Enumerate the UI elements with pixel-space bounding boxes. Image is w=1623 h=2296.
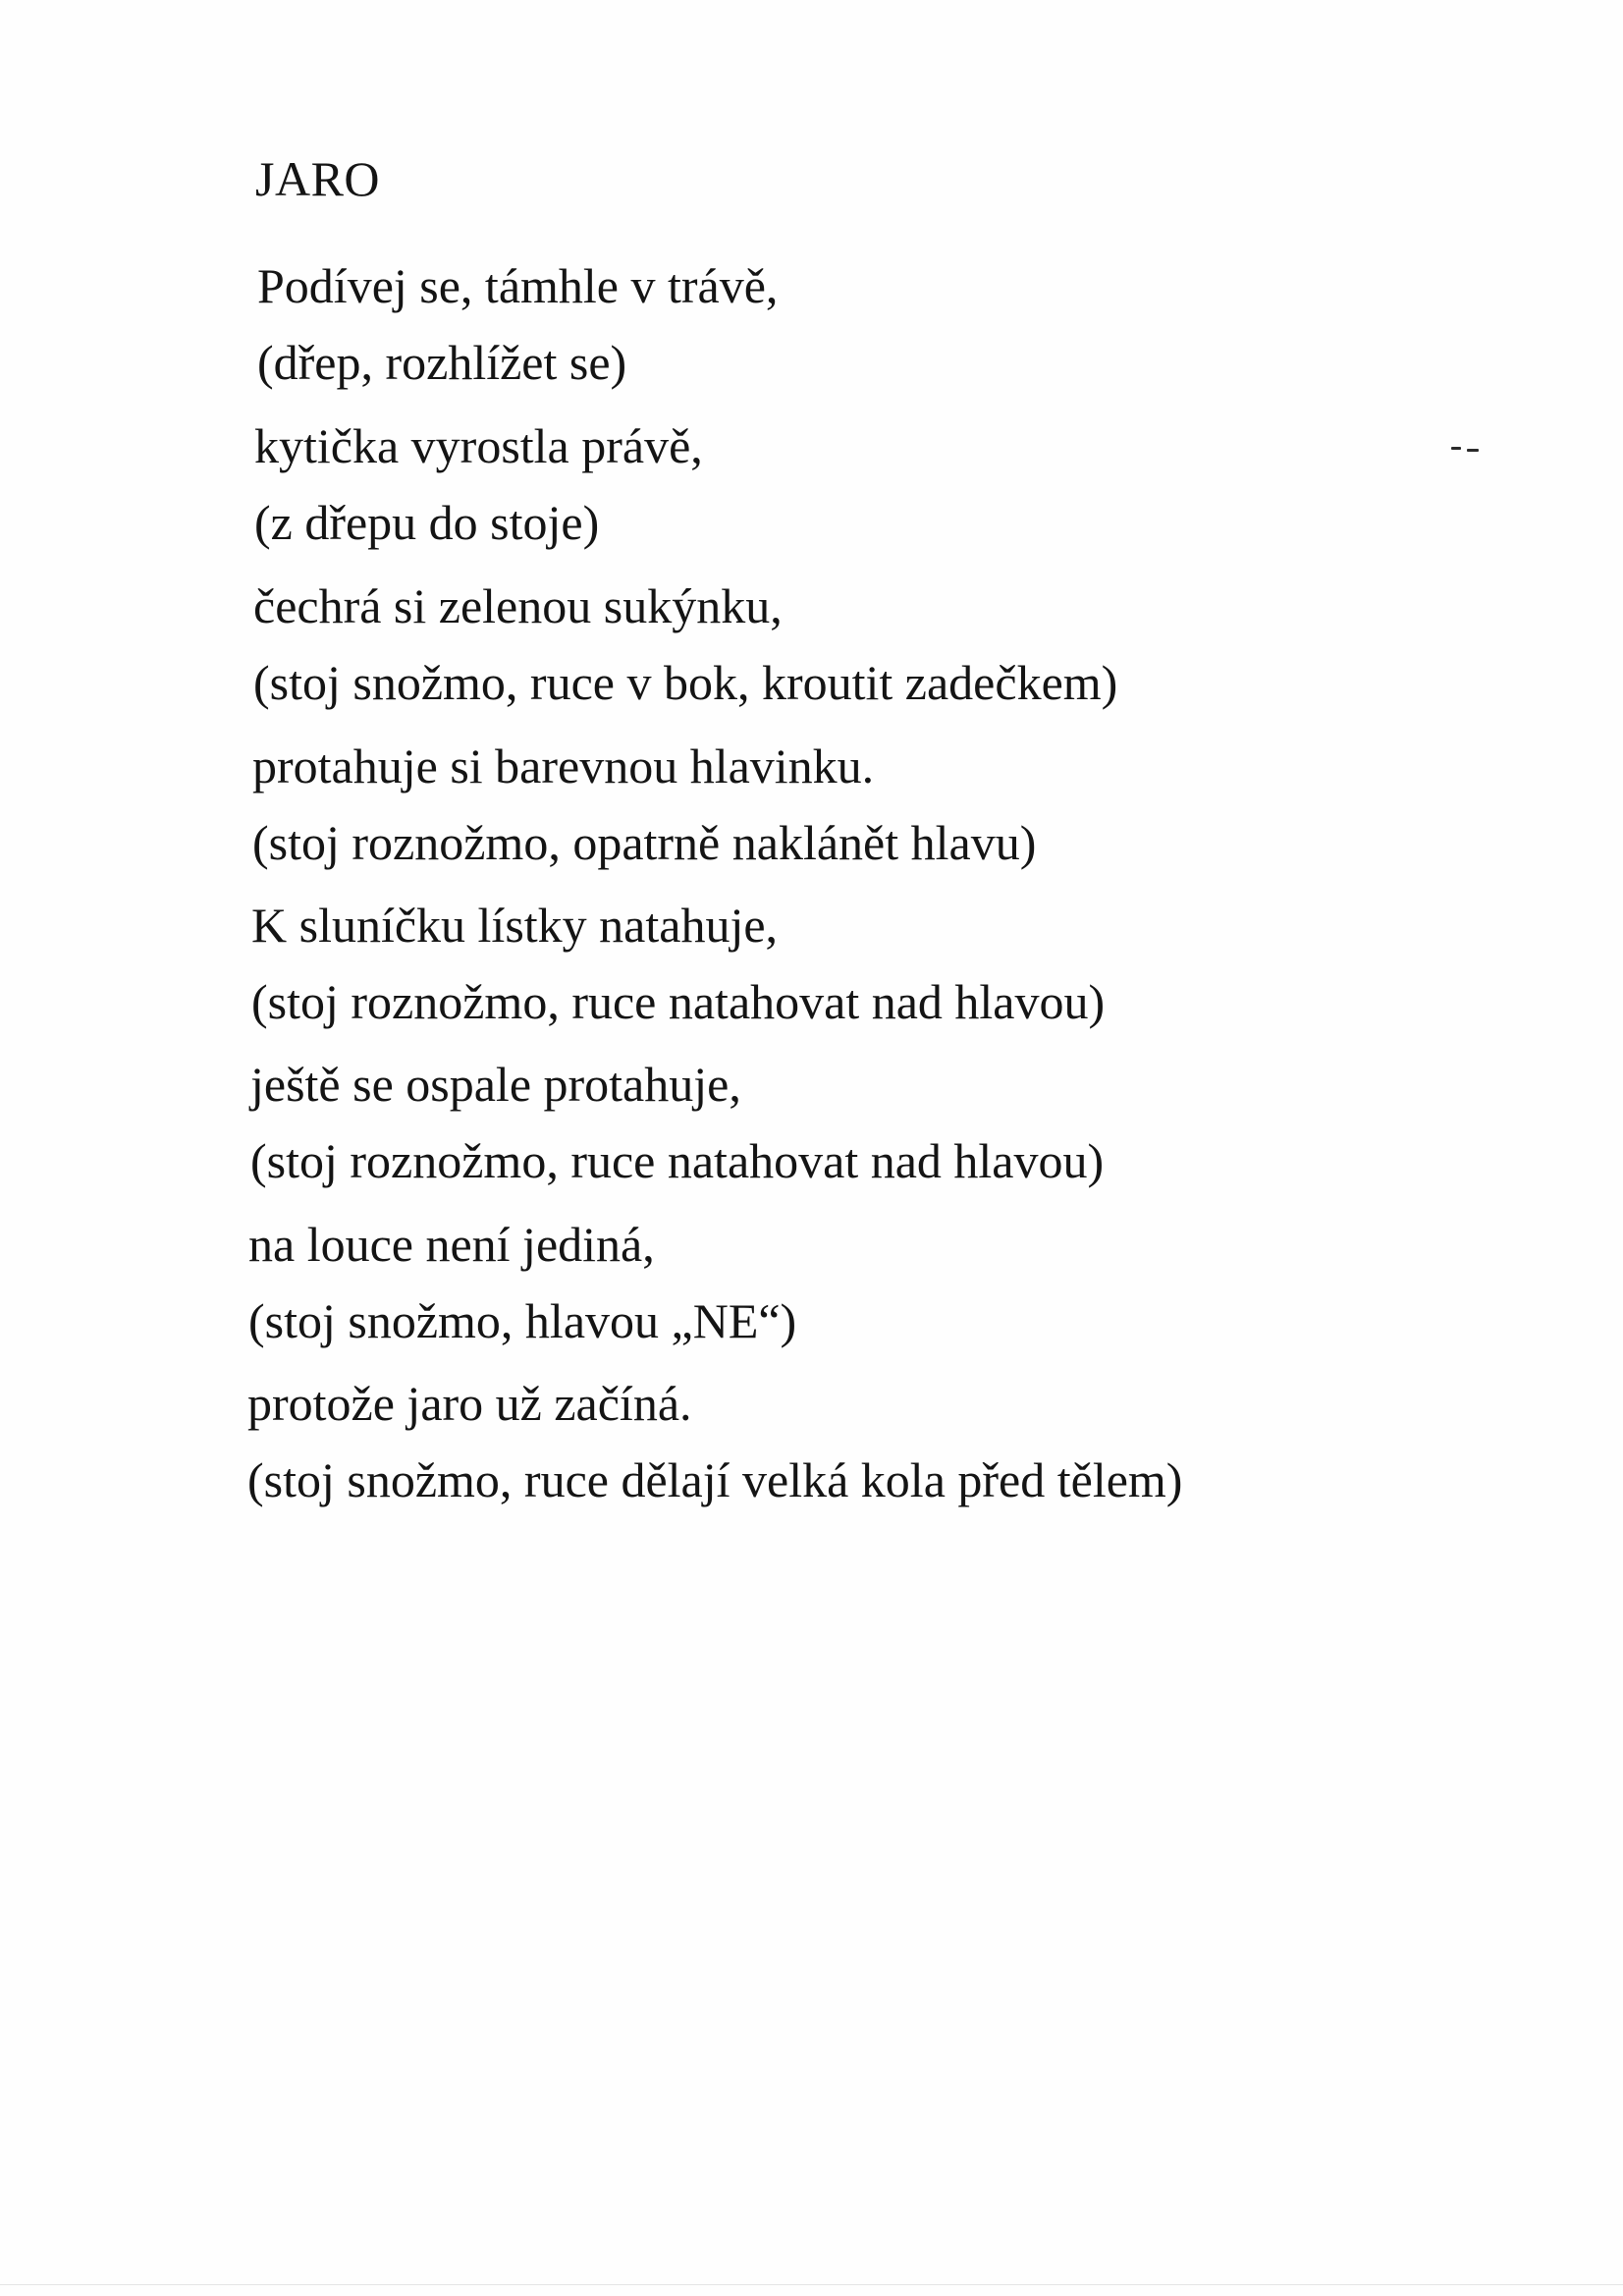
poem-title: JARO <box>255 151 381 206</box>
verse-line: protože jaro už začíná. <box>247 1376 692 1431</box>
scan-edge-line <box>0 2284 1623 2285</box>
stanza-1 <box>257 247 1623 401</box>
scan-speck <box>1467 449 1479 452</box>
verse-line: Podívej se, támhle v trávě, <box>257 258 779 313</box>
instruction-line: (dřep, rozhlížet se) <box>257 335 627 390</box>
verse-line: na louce není jediná, <box>248 1217 655 1272</box>
stanza-8 <box>247 1365 1622 1518</box>
verse-line: protahuje si barevnou hlavinku. <box>252 738 875 793</box>
stanza-2 <box>254 408 1623 561</box>
instruction-line: (z dřepu do stoje) <box>254 495 600 550</box>
stanza-4 <box>252 728 1623 881</box>
instruction-line: (stoj snožmo, ruce dělají velká kola před tělem) <box>247 1452 1183 1507</box>
instruction-line: (stoj roznožmo, ruce natahovat nad hlavou) <box>251 974 1106 1029</box>
verse-line: čechrá si zelenou sukýnku, <box>253 578 783 633</box>
verse-line: kytička vyrostla právě, <box>254 418 703 473</box>
stanza-7 <box>248 1206 1623 1359</box>
stanza-5 <box>251 887 1623 1040</box>
instruction-line: (stoj roznožmo, ruce natahovat nad hlavou) <box>250 1133 1105 1188</box>
scan-speck <box>1451 447 1461 450</box>
verse-line: ještě se ospale protahuje, <box>250 1057 741 1112</box>
instruction-line: (stoj roznožmo, opatrně naklánět hlavu) <box>252 815 1037 870</box>
instruction-line: (stoj snožmo, ruce v bok, kroutit zadečkem) <box>253 655 1118 710</box>
stanza-3 <box>253 568 1623 721</box>
instruction-line: (stoj snožmo, hlavou „NE“) <box>248 1293 797 1348</box>
verse-line: K sluníčku lístky natahuje, <box>251 898 779 953</box>
stanza-6 <box>250 1046 1623 1199</box>
